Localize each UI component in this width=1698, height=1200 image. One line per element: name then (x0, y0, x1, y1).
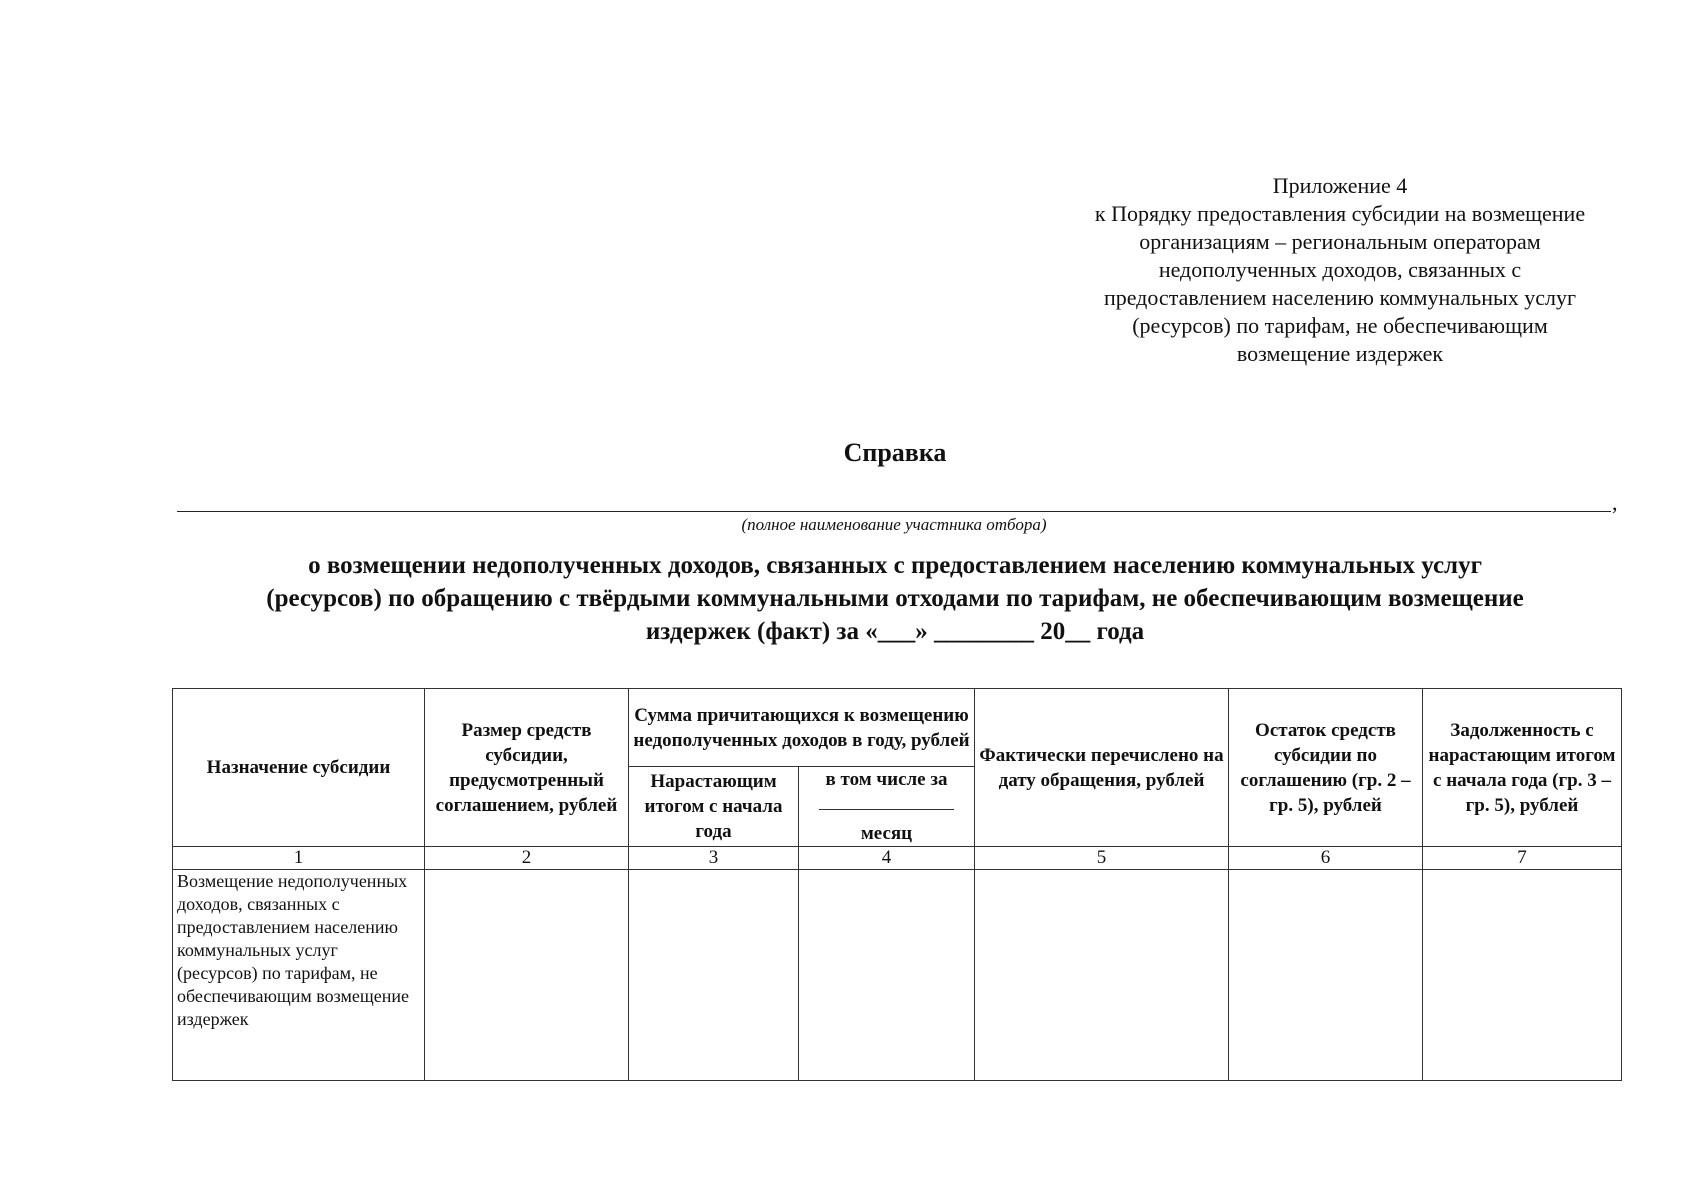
header-due-cumulative: Нарастающим итогом с начала года (629, 767, 799, 847)
row-due-cumulative-cell[interactable] (629, 870, 799, 1081)
header-remainder: Остаток средств субсидии по соглашению (гр. 2 – гр. 5), рублей (1229, 689, 1423, 847)
header-due-month-prefix: в том числе за (825, 769, 948, 790)
document-title: Справка (843, 438, 947, 467)
subsidy-report-table (172, 688, 1622, 1081)
header-transferred: Фактически перечислено на дату обращения, рублей (975, 689, 1229, 847)
participant-name-line (177, 511, 1611, 512)
row-remainder-cell[interactable] (1229, 870, 1423, 1081)
subtitle-line: о возмещении недополученных доходов, связанных с предоставлением населению коммунальных услуг (308, 552, 1482, 579)
table-header-row (173, 689, 1622, 767)
month-blank-line (819, 793, 954, 810)
document-subtitle (170, 549, 1620, 648)
appendix-line: организациям – региональным операторам (1139, 229, 1541, 254)
appendix-line: предоставлением населению коммунальных услуг (1103, 285, 1577, 310)
header-agreed-amount: Размер средств субсидии, предусмотренный соглашением, рублей (425, 689, 629, 847)
appendix-line: недополученных доходов, связанных с (1158, 257, 1522, 282)
column-number: 6 (1229, 847, 1423, 870)
column-number: 3 (629, 847, 799, 870)
row-debt-cell[interactable] (1423, 870, 1622, 1081)
header-purpose: Назначение субсидии (173, 689, 425, 847)
row-purpose-cell: Возмещение недополученных доходов, связанных с предоставлением населению коммунальных услуг (ресурсов) по тарифам, не обеспечивающим возмещение издержек (173, 870, 425, 1081)
header-due-group: Сумма причитающихся к возмещению недополученных доходов в году, рублей (629, 689, 975, 767)
appendix-line: возмещение издержек (1236, 341, 1444, 366)
appendix-line: (ресурсов) по тарифам, не обеспечивающим (1132, 313, 1548, 338)
column-number: 5 (975, 847, 1229, 870)
column-number: 1 (173, 847, 425, 870)
column-number: 4 (799, 847, 975, 870)
column-numbers-row (173, 847, 1622, 870)
column-number: 7 (1423, 847, 1622, 870)
participant-name-caption: (полное наименование участника отбора) (741, 515, 1047, 534)
subtitle-line: (ресурсов) по обращению с твёрдыми коммунальными отходами по тарифам, не обеспечивающим возмещение (266, 585, 1524, 612)
subtitle-line: издержек (факт) за «___» ________ 20__ года (645, 618, 1145, 645)
row-transferred-cell[interactable] (975, 870, 1229, 1081)
row-due-month-cell[interactable] (799, 870, 975, 1081)
appendix-line: Приложение 4 (1272, 173, 1408, 198)
table-row (173, 870, 1622, 1081)
header-due-month (799, 767, 975, 847)
header-due-month-word: месяц (860, 823, 913, 844)
name-line-comma: , (1612, 490, 1618, 515)
column-number: 2 (425, 847, 629, 870)
appendix-line: к Порядку предоставления субсидии на возмещение (1094, 201, 1586, 226)
row-agreed-amount-cell[interactable] (425, 870, 629, 1081)
header-debt: Задолженность с нарастающим итогом с начала года (гр. 3 – гр. 5), рублей (1423, 689, 1622, 847)
appendix-block (1040, 172, 1640, 368)
